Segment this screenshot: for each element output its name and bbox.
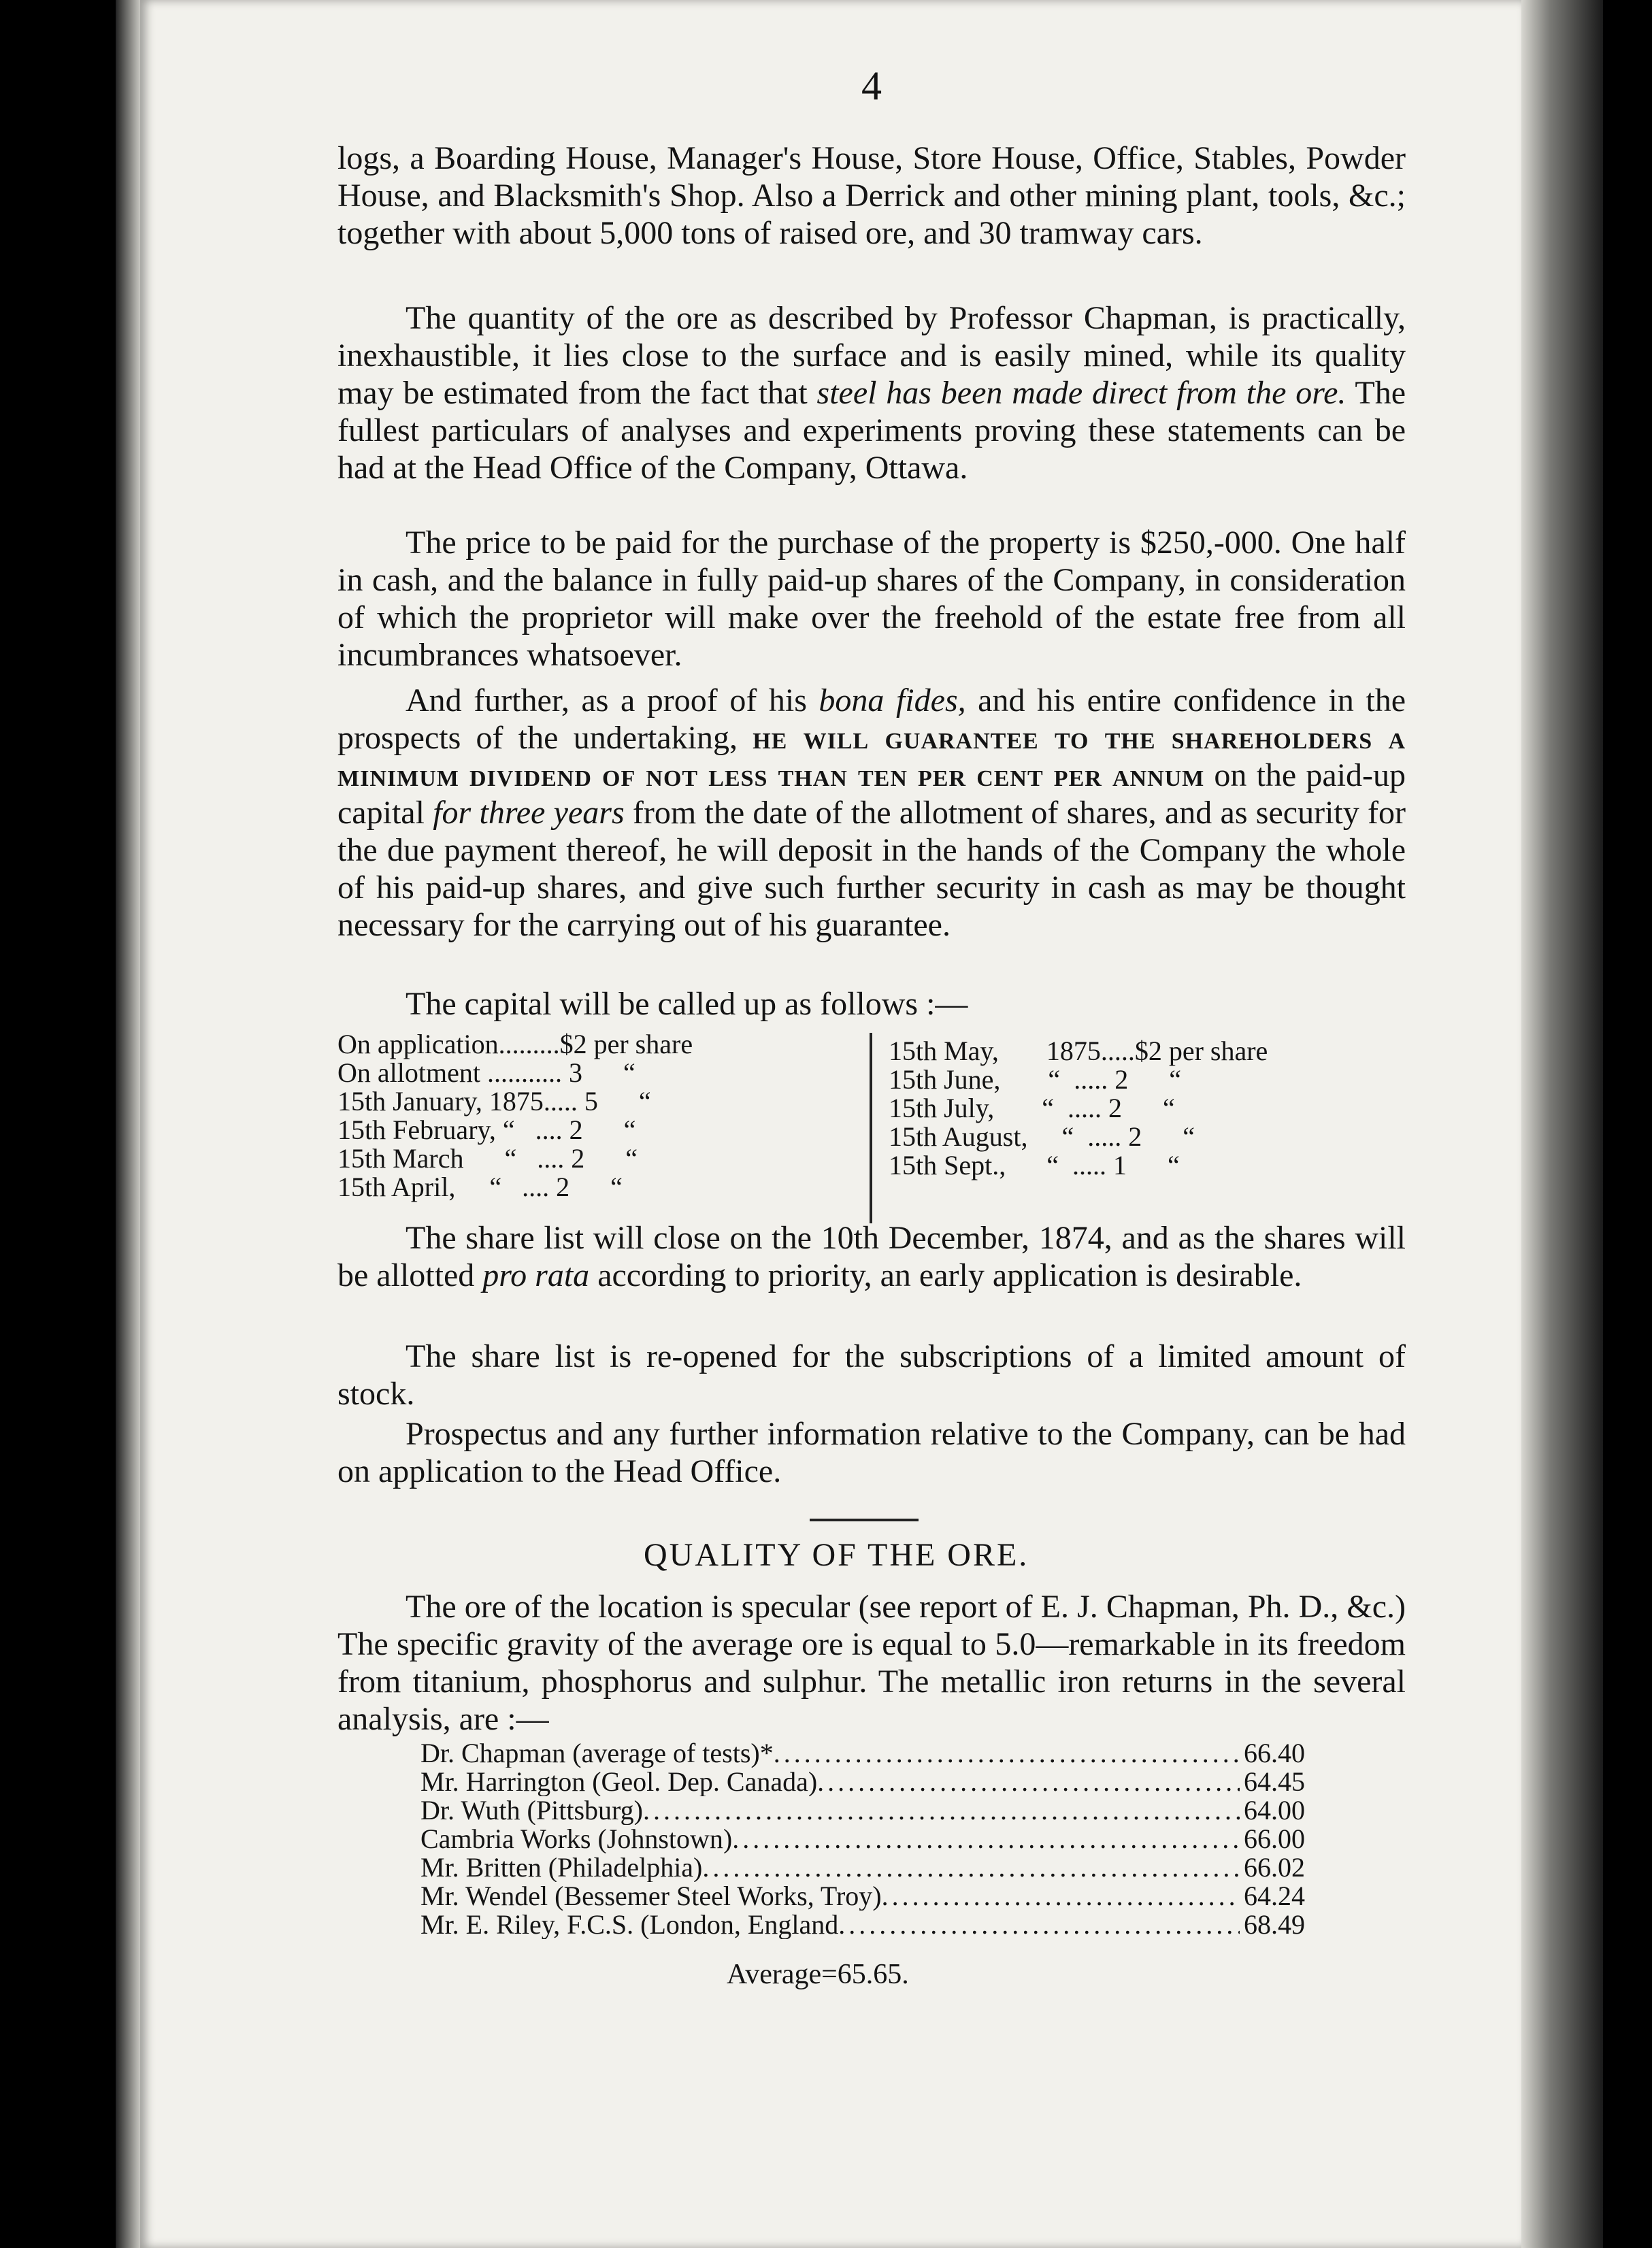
section-rule (810, 1519, 919, 1521)
paragraph-ore-quantity (337, 299, 1406, 486)
analysis-row (420, 1739, 1305, 1768)
schedule-row: On allotment ........... 3 “ (337, 1057, 635, 1088)
pro-rata-emphasis: pro rata (482, 1257, 590, 1293)
paragraph-text: and his entire confidence in the prospects of the undertaking, (337, 682, 1406, 756)
paragraph-text: The fullest particulars of analyses and experiments proving these statements can be had at the Head Office of the Company, Ottawa. (337, 375, 1406, 486)
page-binding-edge (116, 0, 140, 2248)
analyst-name: Mr. E. Riley, F.C.S. (London, England (420, 1911, 839, 1939)
analysis-row (420, 1882, 1305, 1911)
iron-percentage: 64.24 (1244, 1882, 1305, 1911)
schedule-left-column (337, 1030, 861, 1202)
schedule-row: 15th January, 1875..... 5 “ (337, 1086, 651, 1117)
schedule-divider (870, 1033, 872, 1223)
analysis-row (420, 1911, 1305, 1939)
schedule-row: 15th February, “ .... 2 “ (337, 1114, 636, 1145)
paragraph-price (337, 524, 1406, 674)
analyst-name: Mr. Wendel (Bessemer Steel Works, Troy) (420, 1882, 882, 1911)
paragraph-text: The price to be paid for the purchase of the property is $250,-000. One half in cash, and the balance in fully paid-up shares of the Company, in consideration of which the proprietor will make over the freehold of the estate free from all incumbrances whatsoever. (337, 525, 1406, 673)
analysis-row (420, 1853, 1305, 1882)
analyst-name: Mr. Harrington (Geol. Dep. Canada) (420, 1768, 818, 1796)
analyst-name: Mr. Britten (Philadelphia) (420, 1853, 703, 1882)
paragraph-share-list-close (337, 1219, 1406, 1294)
paragraph-text: Prospectus and any further information relative to the Company, can be had on application to the Head Office. (337, 1416, 1406, 1489)
analysis-table (420, 1739, 1305, 1939)
schedule-row: On application.........$2 per share (337, 1029, 693, 1059)
paragraph-text: The capital will be called up as follows :— (406, 986, 968, 1022)
iron-percentage: 68.49 (1244, 1911, 1305, 1939)
iron-percentage: 64.45 (1244, 1768, 1305, 1796)
schedule-row: 15th August, “ ..... 2 “ (889, 1121, 1195, 1152)
schedule-row: 15th June, “ ..... 2 “ (889, 1064, 1181, 1095)
analysis-row (420, 1825, 1305, 1853)
analysis-row (420, 1796, 1305, 1825)
page-right-edge (1521, 0, 1603, 2248)
paragraph-text: And further, as a proof of his (406, 682, 819, 718)
iron-percentage: 66.00 (1244, 1825, 1305, 1853)
three-years-emphasis: for three years (433, 795, 625, 831)
guarantee-caps: he will guarantee to the shareholders a minimum dividend of not less than ten per cent per annum (337, 720, 1406, 793)
paragraph-text: The ore of the location is specular (see report of E. J. Chapman, Ph. D., &c.) The specific gravity of the average ore is equal to 5.0—remarkable in its freedom from titanium, phosphorus and sulphur. The metallic iron returns in the several analysis, are :— (337, 1589, 1406, 1737)
bona-fides-emphasis: bona fides, (819, 682, 966, 718)
page-number: 4 (861, 63, 882, 108)
paragraph-text: The share list is re-opened for the subscriptions of a limited amount of stock. (337, 1338, 1406, 1412)
iron-percentage: 66.40 (1244, 1739, 1305, 1768)
paragraph-buildings (337, 139, 1406, 252)
analyst-name: Cambria Works (Johnstown) (420, 1825, 733, 1853)
paragraph-ore-quality (337, 1588, 1406, 1738)
paragraph-prospectus (337, 1415, 1406, 1490)
paragraph-text: logs, a Boarding House, Manager's House, Store House, Office, Stables, Powder House, and Blacksmith's Shop. Also a Derrick and other mining plant, tools, &c.; together with about 5,000 tons of raised ore, and 30 tramway cars. (337, 140, 1406, 251)
schedule-row: 15th Sept., “ ..... 1 “ (889, 1150, 1180, 1180)
paragraph-capital-intro (337, 985, 1406, 1023)
analyst-name: Dr. Chapman (average of tests)* (420, 1739, 774, 1768)
analyst-name: Dr. Wuth (Pittsburg) (420, 1796, 643, 1825)
paragraph-guarantee (337, 682, 1406, 944)
paragraph-share-list-reopened (337, 1338, 1406, 1412)
analysis-row (420, 1768, 1305, 1796)
paragraph-text: according to priority, an early application is desirable. (589, 1257, 1302, 1293)
paragraph-text: The quantity of the ore as described by Professor Chapman, is practically, inexhaustible, it lies close to the surface and is easily mined, while its quality may be estimated from the fact that (337, 300, 1406, 411)
schedule-right-column (889, 1037, 1419, 1180)
steel-emphasis: steel has been made direct from the ore. (816, 375, 1347, 411)
paragraph-text: The share list will close on the 10th December, 1874, and as the shares will be allotted (337, 1220, 1406, 1293)
section-title: QUALITY OF THE ORE. (644, 1537, 1029, 1573)
paragraph-text: from the date of the allotment of shares, and as security for the due payment thereof, he will deposit in the hands of the Company the whole of his paid-up shares, and give such further security in cash as may be thought necessary for the carrying out of his guarantee. (337, 795, 1406, 943)
schedule-row: 15th March “ .... 2 “ (337, 1143, 638, 1174)
schedule-row: 15th April, “ .... 2 “ (337, 1172, 623, 1202)
paragraph-text: on the paid-up capital (337, 757, 1406, 831)
schedule-row: 15th May, 1875.....$2 per share (889, 1036, 1268, 1066)
average-result: Average=65.65. (727, 1959, 909, 1990)
iron-percentage: 66.02 (1244, 1853, 1305, 1882)
iron-percentage: 64.00 (1244, 1796, 1305, 1825)
schedule-row: 15th July, “ ..... 2 “ (889, 1093, 1175, 1123)
